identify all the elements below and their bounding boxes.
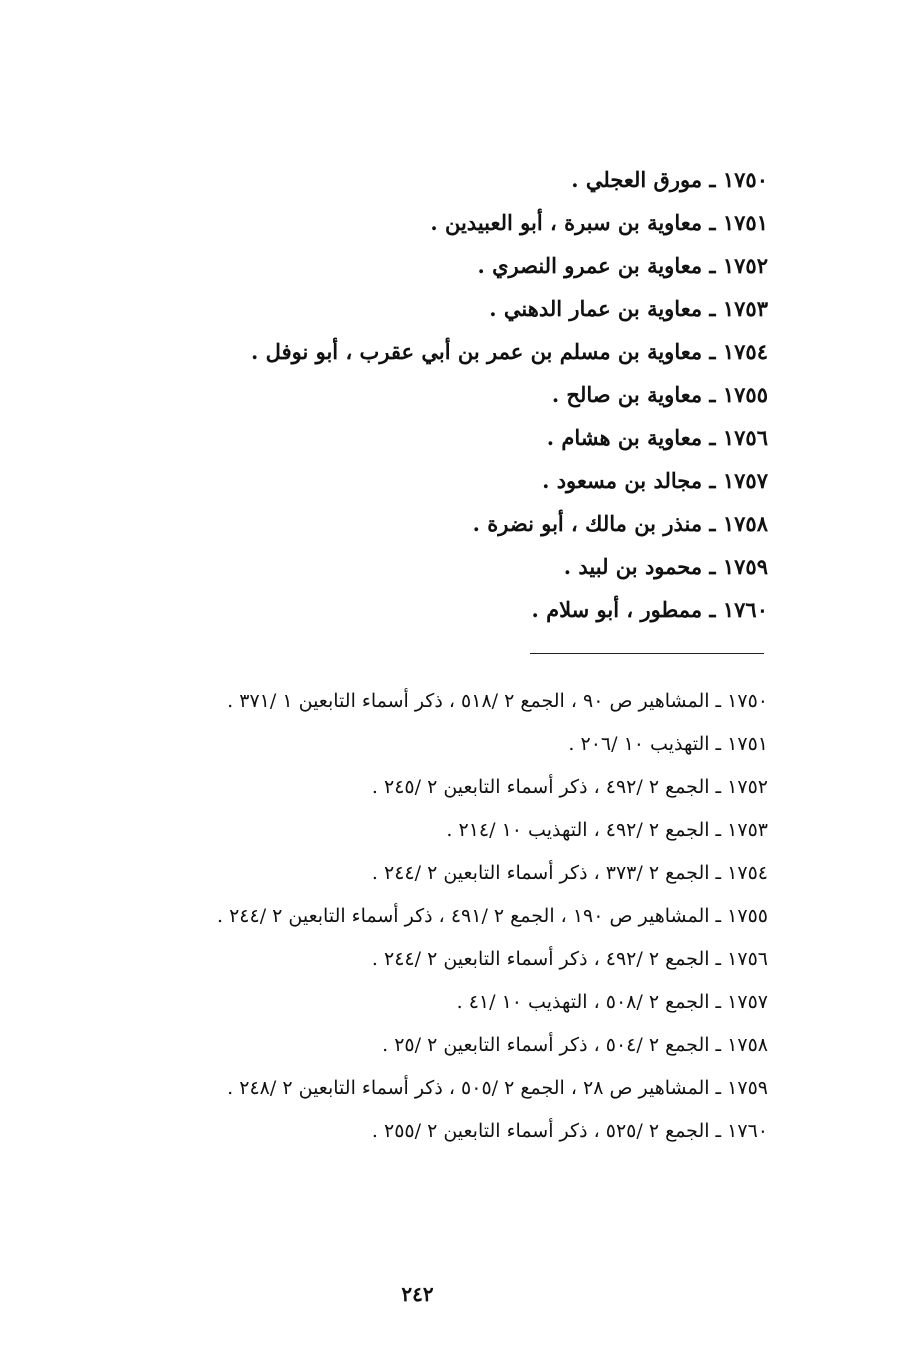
footnote: ١٧٥١ ـ التهذيب ١٠ /٢٠٦ . <box>568 733 768 755</box>
footnote: ١٧٥٢ ـ الجمع ٢ /٤٩٢ ، ذكر أسماء التابعين ٢ /٢٤٥ . <box>371 776 768 798</box>
narrator-entry: ١٧٥٨ ـ منذر بن مالك ، أبو نضرة . <box>472 511 768 536</box>
narrator-entry: ١٧٥٣ ـ معاوية بن عمار الدهني . <box>489 296 768 321</box>
narrator-entry: ١٧٦٠ ـ ممطور ، أبو سلام . <box>531 597 768 622</box>
footnote: ١٧٥٥ ـ المشاهير ص ١٩٠ ، الجمع ٢ /٤٩١ ، ذكر أسماء التابعين ٢ /٢٤٤ . <box>216 905 768 927</box>
narrator-entry: ١٧٥٠ ـ مورق العجلي . <box>571 167 768 192</box>
footnote: ١٧٥٤ ـ الجمع ٢ /٣٧٣ ، ذكر أسماء التابعين ٢ /٢٤٤ . <box>371 862 768 884</box>
narrator-entry: ١٧٥٤ ـ معاوية بن مسلم بن عمر بن أبي عقرب ، أبو نوفل . <box>251 339 768 364</box>
footnote: ١٧٥٠ ـ المشاهير ص ٩٠ ، الجمع ٢ /٥١٨ ، ذكر أسماء التابعين ١ /٣٧١ . <box>227 690 768 712</box>
narrator-entry: ١٧٥٩ ـ محمود بن لبيد . <box>563 554 768 579</box>
narrator-entry: ١٧٥٢ ـ معاوية بن عمرو النصري . <box>477 253 768 278</box>
narrator-entry: ١٧٥٥ ـ معاوية بن صالح . <box>551 382 768 407</box>
page-number: ٢٤٢ <box>401 1282 434 1306</box>
footnote: ١٧٥٨ ـ الجمع ٢ /٥٠٤ ، ذكر أسماء التابعين ٢ /٢٥ . <box>382 1034 768 1056</box>
narrator-list <box>108 158 768 631</box>
footnote: ١٧٥٩ ـ المشاهير ص ٢٨ ، الجمع ٢ /٥٠٥ ، ذكر أسماء التابعين ٢ /٢٤٨ . <box>227 1077 768 1099</box>
narrator-entry: ١٧٥١ ـ معاوية بن سبرة ، أبو العبيدين . <box>430 210 768 235</box>
footnotes <box>88 680 768 1153</box>
narrator-entry: ١٧٥٦ ـ معاوية بن هشام . <box>546 425 768 450</box>
footnote: ١٧٥٧ ـ الجمع ٢ /٥٠٨ ، التهذيب ١٠ /٤١ . <box>456 991 768 1013</box>
footnote: ١٧٥٣ ـ الجمع ٢ /٤٩٢ ، التهذيب ١٠ /٢١٤ . <box>446 819 768 841</box>
footnote: ١٧٥٦ ـ الجمع ٢ /٤٩٢ ، ذكر أسماء التابعين ٢ /٢٤٤ . <box>371 948 768 970</box>
footnote-divider <box>530 653 764 654</box>
narrator-entry: ١٧٥٧ ـ مجالد بن مسعود . <box>542 468 768 493</box>
footnote: ١٧٦٠ ـ الجمع ٢ /٥٢٥ ، ذكر أسماء التابعين ٢ /٢٥٥ . <box>371 1120 768 1142</box>
